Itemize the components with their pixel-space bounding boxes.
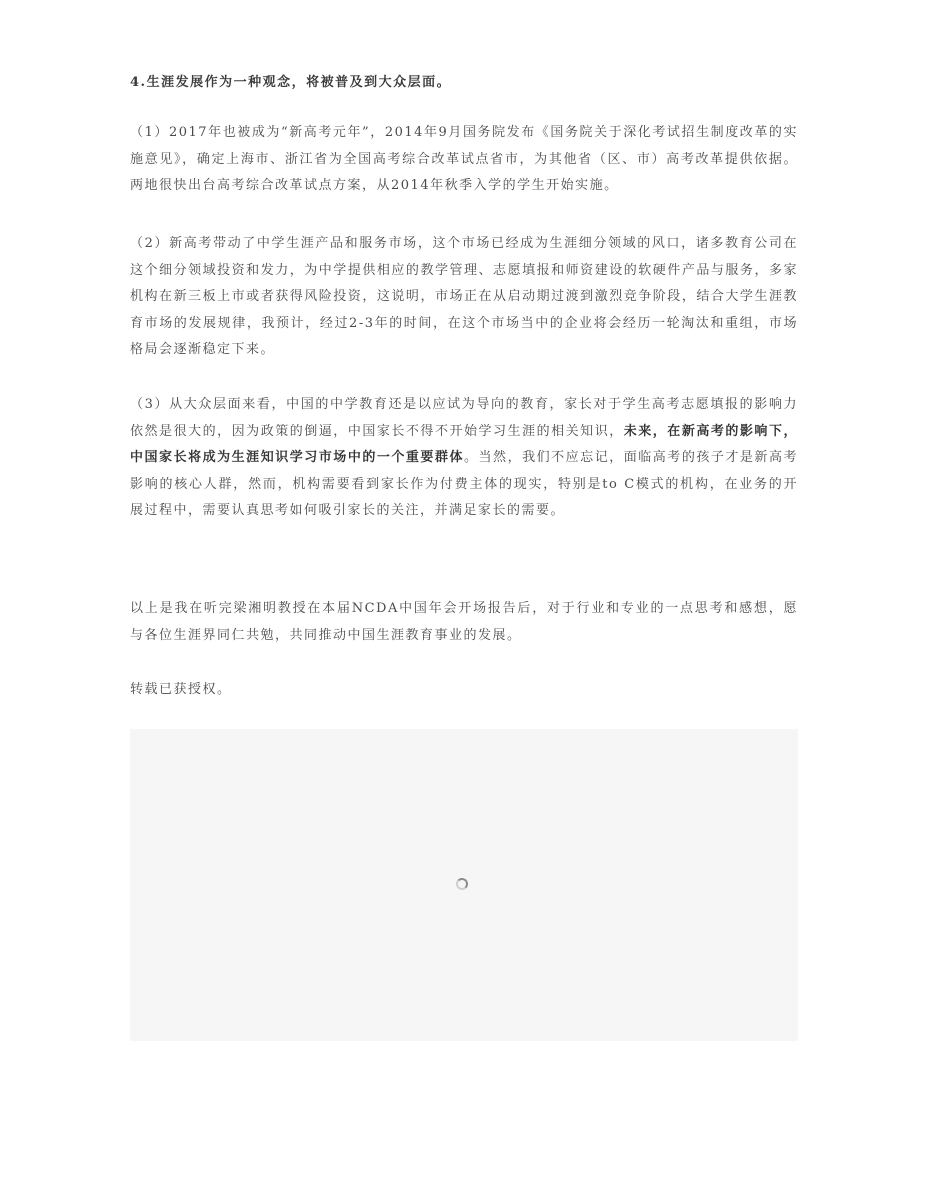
spinner-icon bbox=[456, 878, 468, 890]
closing-paragraph: 以上是我在听完梁湘明教授在本届NCDA中国年会开场报告后，对于行业和专业的一点思考和感想，愿与各位生涯界同仁共勉，共同推动中国生涯教育事业的发展。 bbox=[130, 601, 798, 643]
paragraph-3-emphasis: 未来，在新高考的影响下，中国家长将成为生涯知识学习市场中的一个重要群体 bbox=[130, 423, 798, 465]
paragraph-3-text-end: 。当然，我们不应忘记，面临高考的孩子才是新高考影响的核心人群，然而，机构需要看到家长作为付费主体的现实，特别是to C模式的机构，在业务的开展过程中，需要认真思考如何吸引家长的关注，并满足家长的需要。 bbox=[130, 450, 798, 518]
paragraph-2: （2）新高考带动了中学生涯产品和服务市场，这个市场已经成为生涯细分领域的风口，诸多教育公司在这个细分领域投资和发力，为中学提供相应的教学管理、志愿填报和师资建设的软硬件产品与服务，多家机构在新三板上市或者获得风险投资，这说明，市场正在从启动期过渡到激烈竞争阶段，结合大学生涯教育市场的发展规律，我预计，经过2-3年的时间，在这个市场当中的企业将会经历一轮淘汰和重组，市场格局会逐渐稳定下来。 bbox=[130, 236, 798, 357]
paragraph-3-text-start: （3）从大众层面来看，中国的中学教育还是以应试为导向的教育，家长对于学生高考志愿填报的影响力依然是很大的，因为政策的倒逼，中国家长不得不开始学习生涯的相关知识， bbox=[130, 397, 798, 439]
section-heading: 4.生涯发展作为一种观念，将被普及到大众层面。 bbox=[130, 75, 452, 90]
reprint-note: 转载已获授权。 bbox=[130, 682, 232, 697]
paragraph-1: （1）2017年也被成为“新高考元年”，2014年9月国务院发布《国务院关于深化考试招生制度改革的实施意见》，确定上海市、浙江省为全国高考综合改革试点省市，为其他省（区、市）高考改革提供依据。两地很快出台高考综合改革试点方案，从2014年秋季入学的学生开始实施。 bbox=[130, 125, 798, 193]
paragraph-3 bbox=[130, 392, 798, 525]
